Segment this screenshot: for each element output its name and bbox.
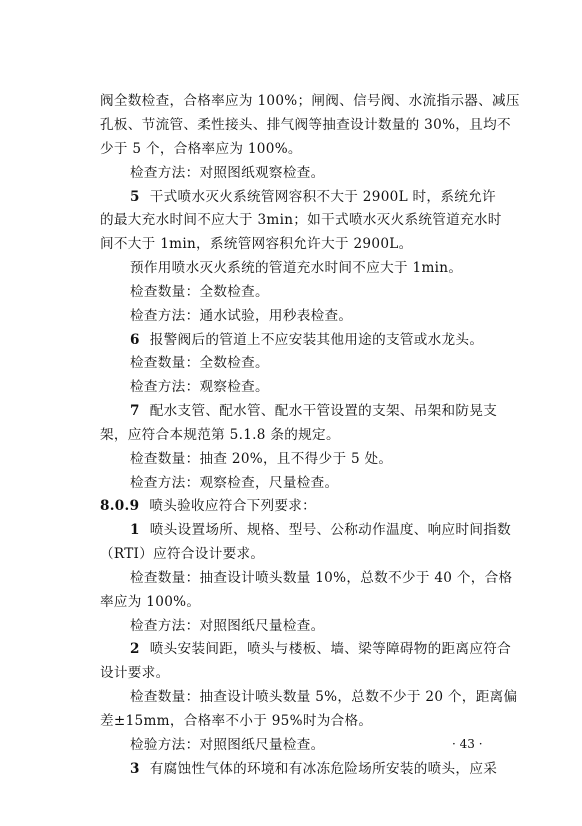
- clause-item: 6 报警阀后的管道上不应安装其他用途的支管或水龙头。: [130, 332, 484, 348]
- text-line: 少于 5 个，合格率应为 100%。: [100, 141, 302, 157]
- clause-heading: 8.0.9 喷头验收应符合下列要求：: [100, 498, 317, 514]
- text-line: 检查方法：对照图纸观察检查。: [130, 165, 325, 181]
- item-number: 2: [130, 641, 140, 657]
- page-number: · 43 ·: [452, 737, 483, 751]
- text-line: 差±15mm，合格率不小于 95%时为合格。: [100, 713, 373, 729]
- text-line: 阀全数检查，合格率应为 100%；闸阀、信号阀、水流指示器、减压: [100, 93, 520, 109]
- text-line: 检查数量：全数检查。: [130, 284, 269, 300]
- clause-item: 1 喷头设置场所、规格、型号、公称动作温度、响应时间指数: [130, 522, 512, 538]
- clause-number: 8.0.9: [100, 498, 140, 514]
- text-line: 检查数量：抽查 20%，且不得少于 5 处。: [130, 451, 393, 467]
- text-line: 检查数量：抽查设计喷头数量 5%，总数不少于 20 个，距离偏: [130, 689, 518, 705]
- clause-item: 5 干式喷水灭火系统管网容积不大于 2900L 时，系统允许: [130, 189, 496, 205]
- text-line: 检查方法：通水试验，用秒表检查。: [130, 308, 353, 324]
- item-number: 7: [130, 403, 140, 419]
- text-line: 检验方法：对照图纸尺量检查。: [130, 737, 325, 753]
- text-line: 预作用喷水灭火系统的管道充水时间不应大于 1min。: [130, 260, 463, 276]
- text-line: 检查数量：全数检查。: [130, 355, 269, 371]
- item-number: 1: [130, 522, 140, 538]
- text-line: 率应为 100%。: [100, 594, 201, 610]
- text-line: 检查方法：观察检查，尺量检查。: [130, 475, 339, 491]
- clause-item: 3 有腐蚀性气体的环境和有冰冻危险场所安装的喷头，应采: [130, 761, 498, 777]
- text-line: 设计要求。: [100, 665, 170, 681]
- item-number: 6: [130, 332, 140, 348]
- clause-item: 2 喷头安装间距，喷头与楼板、墙、梁等障碍物的距离应符合: [130, 641, 512, 657]
- clause-item: 7 配水支管、配水管、配水干管设置的支架、吊架和防晃支: [130, 403, 498, 419]
- text-line: 的最大充水时间不应大于 3min；如干式喷水灭火系统管道充水时: [100, 212, 502, 228]
- item-number: 3: [130, 761, 140, 777]
- text-line: 间不大于 1min，系统管网容积允许大于 2900L。: [100, 236, 413, 252]
- text-line: 架，应符合本规范第 5.1.8 条的规定。: [100, 427, 340, 443]
- text-line: 检查方法：对照图纸尺量检查。: [130, 618, 325, 634]
- text-line: 检查方法：观察检查。: [130, 379, 269, 395]
- text-line: （RTI）应符合设计要求。: [100, 546, 265, 562]
- item-number: 5: [130, 189, 140, 205]
- text-line: 检查数量：抽查设计喷头数量 10%，总数不少于 40 个，合格: [130, 570, 513, 586]
- text-line: 孔板、节流管、柔性接头、排气阀等抽查设计数量的 30%，且均不: [100, 117, 511, 133]
